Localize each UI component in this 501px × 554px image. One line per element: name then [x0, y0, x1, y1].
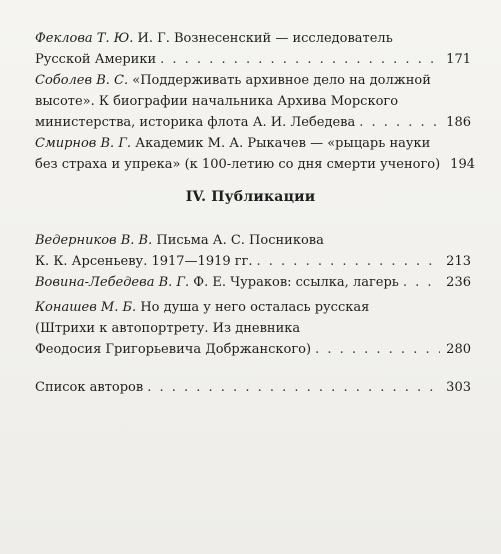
- toc-entry-text: К. К. Арсеньеву. 1917—1919 гг.: [35, 254, 253, 269]
- toc-entry-text: И. Г. Вознесенский — исследователь: [137, 31, 393, 46]
- dot-leader: [147, 377, 440, 398]
- toc-entry-line: [35, 133, 471, 154]
- toc-entry-line: [35, 91, 471, 112]
- toc-entry: [35, 70, 471, 133]
- toc-entry-text: Академик М. А. Рыкачев — «рыцарь науки: [135, 136, 431, 151]
- toc-entry: [35, 133, 475, 175]
- toc-entry-text: Феодосия Григорьевича Добржанского): [35, 342, 312, 357]
- toc-entry-text: высоте». К биографии начальника Архива Морского: [35, 94, 399, 109]
- toc-entry-line: [35, 70, 471, 91]
- section-heading: IV. Публикации: [185, 189, 316, 205]
- toc-entry-page: 194: [450, 157, 475, 172]
- dot-leader: [359, 112, 440, 133]
- toc-entry-line: [35, 112, 471, 133]
- toc-entry-author: Конашев М. Б.: [35, 300, 137, 315]
- toc-entry: [35, 272, 471, 293]
- toc-entry-page: 186: [446, 115, 471, 130]
- dot-leader: [315, 339, 440, 360]
- toc-entry-text: Список авторов: [35, 380, 144, 395]
- toc-entry-page: 171: [446, 52, 471, 67]
- toc-entry-page: 213: [446, 254, 471, 269]
- toc-entry: [35, 230, 471, 272]
- toc-entry-page: 236: [446, 275, 471, 290]
- toc-entry-text: Ф. Е. Чураков: ссылка, лагерь: [193, 275, 399, 290]
- toc-entry-text: Русской Америки: [35, 52, 157, 67]
- toc-entry-text: Но душа у него осталась русская: [140, 300, 370, 315]
- toc-entry: [35, 377, 471, 398]
- dot-leader: [403, 272, 440, 293]
- toc-entry-line: [35, 339, 471, 360]
- toc-entry-text: Письма А. С. Посникова: [156, 233, 324, 248]
- toc-entry-page: 303: [446, 380, 471, 395]
- toc-entry-text: министерства, историка флота А. И. Лебедева: [35, 115, 356, 130]
- toc-entry-author: Вовина-Лебедева В. Г.: [35, 275, 190, 290]
- toc-entry-line: [35, 28, 471, 49]
- toc-entry-line: [35, 377, 471, 398]
- toc-entry-text: без страха и упрека» (к 100-летию со дня смерти ученого): [35, 157, 441, 172]
- toc-entry-line: [35, 251, 471, 272]
- toc-entry-line: [35, 230, 471, 251]
- toc-entry: [35, 28, 471, 70]
- toc-entry-line: [35, 272, 471, 293]
- toc-entry-line: [35, 297, 471, 318]
- toc-entry-author: Смирнов В. Г.: [35, 136, 132, 151]
- toc-entry-author: Ведерников В. В.: [35, 233, 153, 248]
- toc-entry-line: [35, 318, 471, 339]
- toc-entry-text: «Поддерживать архивное дело на должной: [132, 73, 431, 88]
- toc-entry-line: [35, 49, 471, 70]
- dot-leader: [257, 251, 441, 272]
- toc-entry: [35, 297, 471, 360]
- toc-entry-author: Соболев В. С.: [35, 73, 129, 88]
- toc-entry-line: [35, 154, 475, 175]
- toc-entry-page: 280: [446, 342, 471, 357]
- toc-entry-author: Феклова Т. Ю.: [35, 31, 134, 46]
- dot-leader: [160, 49, 440, 70]
- toc-entry-text: (Штрихи к автопортрету. Из дневника: [35, 321, 301, 336]
